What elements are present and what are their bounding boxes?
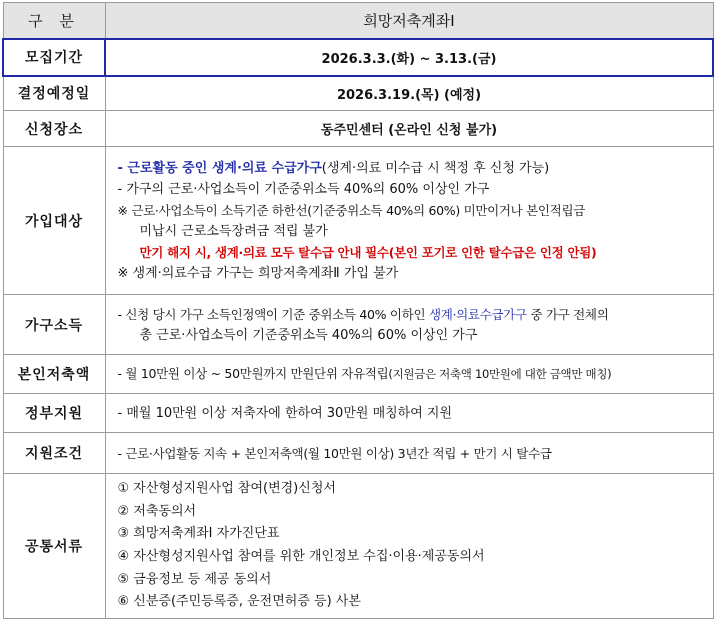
eligible-target-note: (생계·의료 미수급 시 책정 후 신청 가능) (321, 160, 550, 176)
doc-item: ⑥ 신분증(주민등록증, 운전면허증 등) 사본 (117, 594, 361, 610)
condition-line: - 근로·사업활동 지속 + 본인저축액(월 10만원 이상) 3년간 적립 + 만기 시 탈수급 (117, 445, 552, 461)
row-place (3, 111, 713, 147)
row-income (3, 295, 713, 355)
row-decision (3, 76, 713, 111)
income-post: 중 가구 전체의 (526, 306, 609, 322)
saving-label: 본인저축액 (3, 355, 105, 394)
income-line-2: 총 근로·사업소득이 기준중위소득 40%의 60% 이상인 가구 (139, 327, 478, 343)
support-label: 정부지원 (3, 394, 105, 433)
doc-item: ⑤ 금융정보 등 제공 동의서 (117, 571, 272, 587)
income-label: 가구소득 (3, 295, 105, 355)
eligible-line-4: 미납시 근로소득장려금 적립 불가 (139, 223, 328, 239)
eligible-line-2: - 가구의 근로·사업소득이 기준중위소득 40%의 60% 이상인 가구 (117, 181, 490, 197)
row-condition (3, 433, 713, 474)
docs-label: 공통서류 (3, 474, 105, 619)
info-table (2, 2, 714, 619)
eligible-label: 가입대상 (3, 147, 105, 295)
eligible-value (105, 147, 713, 295)
saving-line (118, 363, 705, 385)
doc-item: ① 자산형성지원사업 참여(변경)신청서 (117, 481, 336, 497)
eligible-line-6: ※ 생계·의료수급 가구는 희망저축계좌Ⅱ 가입 불가 (117, 265, 399, 281)
income-pre: - 신청 당시 가구 소득인정액이 기준 중위소득 40% 이하인 (117, 306, 429, 322)
row-docs (3, 474, 713, 619)
eligible-target-highlight: 근로활동 중인 생계·의료 수급가구 (127, 160, 322, 176)
income-line-1 (118, 304, 705, 325)
recruit-label: 모집기간 (3, 39, 105, 76)
saving-value (105, 355, 713, 394)
eligible-dash: - (117, 160, 128, 176)
condition-label: 지원조건 (3, 433, 105, 474)
row-recruit[interactable] (3, 39, 713, 76)
eligible-line-3: ※ 근로·사업소득이 소득기준 하한선(기준중위소득 40%의 60%) 미만이거나 본인적립금 (117, 202, 586, 218)
income-highlight: 생계·의료수급가구 (428, 306, 527, 322)
saving-main: - 월 10만원 이상 ~ 50만원까지 만원단위 자유적립 (117, 366, 389, 381)
header-row (3, 3, 713, 39)
eligible-line-1 (118, 158, 705, 179)
place-value: 동주민센터 (온라인 신청 불가) (105, 111, 713, 147)
income-value (105, 295, 713, 355)
header-title: 희망저축계좌Ⅰ (105, 3, 713, 39)
doc-item: ② 저축동의서 (117, 503, 197, 519)
condition-value (105, 433, 713, 474)
recruit-value: 2026.3.3.(화) ~ 3.13.(금) (105, 39, 713, 76)
decision-value: 2026.3.19.(목) (예정) (105, 76, 713, 111)
row-eligible (3, 147, 713, 295)
header-label: 구 분 (3, 3, 105, 39)
row-support (3, 394, 713, 433)
support-line: - 매월 10만원 이상 저축자에 한하여 30만원 매칭하여 지원 (117, 405, 453, 421)
docs-value (105, 474, 713, 619)
eligible-warning: 만기 해지 시, 생계·의료 모두 탈수급 안내 필수(본인 포기로 인한 탈수급은 인정 안됨) (139, 244, 597, 260)
doc-item: ③ 희망저축계좌Ⅰ 자가진단표 (117, 526, 280, 542)
place-label: 신청장소 (3, 111, 105, 147)
saving-note: (지원금은 저축액 10만원에 대한 금액만 매칭) (388, 367, 612, 381)
doc-item: ④ 자산형성지원사업 참여를 위한 개인정보 수집·이용·제공동의서 (117, 549, 485, 564)
row-saving (3, 355, 713, 394)
decision-label: 결정예정일 (3, 76, 105, 111)
support-value (105, 394, 713, 433)
